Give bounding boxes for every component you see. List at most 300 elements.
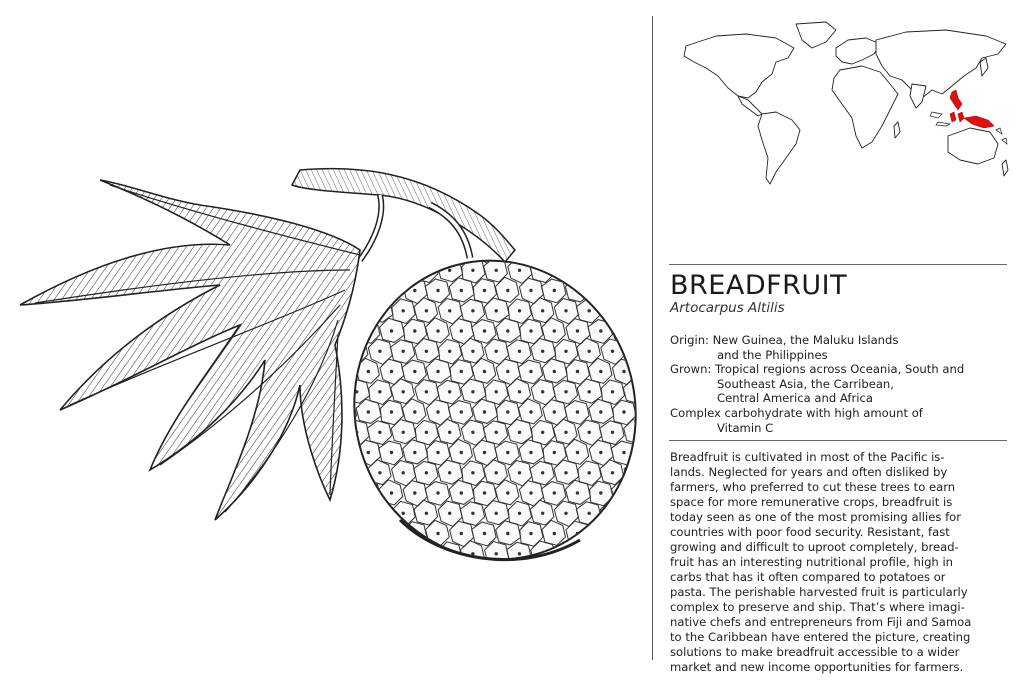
fruit-skin-cell	[530, 664, 555, 683]
fruit-skin-dot	[367, 654, 369, 656]
fruit-skin-dot	[379, 472, 381, 474]
fruit-skin-cell	[402, 601, 426, 626]
fruit-skin-dot	[483, 573, 485, 575]
fruit-skin-dot	[379, 634, 381, 636]
fruit-skin-dot	[611, 674, 613, 676]
fruit-skin-cell	[624, 663, 648, 683]
fruit-skin-cell	[438, 663, 463, 683]
description-line: countries with poor food security. Resistant, fast	[670, 525, 950, 539]
fruit-skin-dot	[646, 249, 648, 251]
fruit-skin-dot	[344, 573, 346, 575]
fruit-skin-dot	[635, 553, 637, 555]
fruit-skin-cell	[623, 581, 647, 606]
fruit-skin-cell	[356, 602, 381, 626]
fruit-skin-dot	[553, 613, 555, 615]
fruit-skin-cell	[437, 583, 462, 607]
fruit-skin-dot	[518, 350, 520, 352]
fruit-skin-dot	[507, 289, 509, 291]
fruit-skin-dot	[483, 492, 485, 494]
fruit-skin-dot	[507, 370, 509, 372]
fruit-skin-dot	[576, 654, 578, 656]
fruit-skin-dot	[553, 289, 555, 291]
description-line: fruit has an interesting nutritional profile, high in	[670, 555, 954, 569]
fruit-skin-cell	[380, 562, 404, 588]
fruit-skin-dot	[623, 573, 625, 575]
fruit-skin-dot	[344, 613, 346, 615]
fruit-skin-dot	[635, 593, 637, 595]
fruit-skin-dot	[542, 634, 544, 636]
fruit-skin-cell	[646, 664, 650, 683]
fruit-skin-cell	[565, 603, 590, 627]
fruit-skin-dot	[437, 573, 439, 575]
fruit-skin-dot	[414, 330, 416, 332]
fruit-skin-cell	[648, 623, 650, 648]
grown-line: Central America and Africa	[717, 391, 873, 406]
fruit-skin-dot	[542, 431, 544, 433]
fruit-skin-dot	[623, 451, 625, 453]
fruit-skin-dot	[425, 472, 427, 474]
fruit-skin-cell	[403, 642, 428, 666]
fruit-skin-dot	[449, 634, 451, 636]
fruit-skin-dot	[507, 330, 509, 332]
fruit-skin-cell	[611, 644, 636, 668]
fruit-skin-dot	[530, 451, 532, 453]
fruit-skin-dot	[379, 512, 381, 514]
fruit-skin-cell	[554, 663, 579, 683]
fruit-skin-dot	[576, 249, 578, 251]
fruit-skin-dot	[367, 492, 369, 494]
fruit-skin-dot	[425, 431, 427, 433]
fruit-skin-dot	[635, 634, 637, 636]
fruit-skin-dot	[518, 634, 520, 636]
fruit-skin-dot	[460, 654, 462, 656]
fruit-skin-dot	[472, 512, 474, 514]
fruit-skin-dot	[344, 532, 346, 534]
fruit-skin-dot	[495, 674, 497, 676]
fruit-skin-cell	[600, 257, 624, 282]
fruit-skin-cell	[625, 299, 648, 324]
fruit-skin-dot	[588, 593, 590, 595]
fruit-skin-cell	[625, 501, 648, 526]
fruit-skin-dot	[565, 472, 567, 474]
fruit-skin-dot	[611, 472, 613, 474]
fruit-skin-dot	[414, 492, 416, 494]
fruit-skin-dot	[472, 391, 474, 393]
fruit-skin-dot	[460, 370, 462, 372]
fruit-skin-dot	[437, 370, 439, 372]
fruit-skin-dot	[472, 310, 474, 312]
fruit-skin-dot	[646, 613, 648, 615]
fruit-skin-dot	[483, 451, 485, 453]
fruit-skin-dot	[611, 512, 613, 514]
fruit-skin-cell	[635, 399, 650, 424]
fruit-skin-dot	[646, 289, 648, 291]
fruit-skin-dot	[635, 472, 637, 474]
nutrition-line: Complex carbohydrate with high amount of	[670, 405, 923, 420]
fruit-skin-cell	[368, 542, 392, 567]
japan	[980, 58, 988, 76]
fruit-skin-dot	[402, 674, 404, 676]
fruit-skin-cell	[636, 278, 650, 304]
fruit-skin-dot	[507, 532, 509, 534]
fruit-skin-dot	[576, 613, 578, 615]
fruit-skin-cell	[612, 521, 637, 545]
fruit-skin-cell	[519, 237, 544, 261]
fruit-skin-cell	[415, 582, 439, 607]
fruit-skin-dot	[367, 613, 369, 615]
fruit-skin-dot	[530, 330, 532, 332]
section-divider-top	[669, 264, 1007, 265]
fruit-skin-dot	[449, 593, 451, 595]
fruit-skin-dot	[495, 391, 497, 393]
fruit-skin-dot	[600, 654, 602, 656]
fruit-skin-dot	[483, 330, 485, 332]
fruit-skin-cell	[588, 522, 613, 546]
fruit-skin-dot	[414, 289, 416, 291]
fruit-skin-dot	[495, 512, 497, 514]
fruit-skin-cell	[623, 542, 648, 566]
fruit-skin-dot	[414, 370, 416, 372]
fruit-skin-dot	[483, 249, 485, 251]
fruit-skin-dot	[623, 492, 625, 494]
fruit-skin-dot	[460, 330, 462, 332]
description-paragraph	[670, 450, 1010, 675]
fruit-skin-dot	[402, 553, 404, 555]
fruit-skin-dot	[600, 613, 602, 615]
fruit-skin-dot	[588, 512, 590, 514]
fruit-skin-dot	[425, 634, 427, 636]
new-zealand	[1002, 160, 1008, 176]
fruit-skin-dot	[495, 593, 497, 595]
fruit-skin-dot	[611, 553, 613, 555]
india	[910, 84, 926, 108]
south-america	[758, 112, 800, 184]
fruit-skin-dot	[460, 289, 462, 291]
fruit-skin-cell	[392, 663, 416, 683]
fruit-skin-dot	[390, 370, 392, 372]
fruit-skin-dot	[402, 472, 404, 474]
fruit-skin-dot	[379, 310, 381, 312]
fruit-skin-dot	[565, 634, 567, 636]
fruit-skin-dot	[553, 654, 555, 656]
fruit-skin-cell	[367, 623, 392, 647]
fruit-skin-dot	[542, 391, 544, 393]
fruit-skin-dot	[623, 289, 625, 291]
fruit-skin-dot	[483, 370, 485, 372]
fruit-skin-cell	[356, 561, 380, 586]
fruit-skin-dot	[518, 472, 520, 474]
fruit-skin-dot	[495, 310, 497, 312]
fruit-skin-dot	[507, 411, 509, 413]
fruit-skin-dot	[623, 654, 625, 656]
fruit-skin-dot	[600, 492, 602, 494]
fruit-skin-cell	[648, 420, 650, 445]
fruit-skin-dot	[356, 593, 358, 595]
fruit-skin-cell	[542, 561, 567, 585]
fruit-skin-dot	[542, 350, 544, 352]
fruit-skin-dot	[356, 350, 358, 352]
fruit-skin-dot	[600, 289, 602, 291]
fruit-skin-dot	[437, 654, 439, 656]
fruit-skin-cell	[345, 623, 369, 648]
fruit-skin-cell	[532, 623, 555, 648]
fruit-skin-cell	[345, 582, 370, 606]
fruit-skin-dot	[472, 431, 474, 433]
fruit-skin-dot	[472, 350, 474, 352]
description-line: native chefs and entrepreneurs from Fiji and Samoa	[670, 615, 972, 629]
fruit-skin-cell	[636, 319, 650, 344]
fruit-skin-cell	[554, 622, 578, 647]
fruit-skin-cell	[332, 603, 357, 627]
fruit-skin-dot	[402, 593, 404, 595]
fruit-skin-dot	[495, 634, 497, 636]
fruit-skin-dot	[495, 269, 497, 271]
fruit-skin-dot	[542, 593, 544, 595]
sulawesi-highlight	[950, 112, 956, 122]
fruit-skin-dot	[635, 674, 637, 676]
fruit-skin-dot	[472, 634, 474, 636]
fruit-skin-cell	[473, 602, 498, 626]
fruit-skin-cell	[357, 643, 381, 669]
fruit-skin-dot	[472, 472, 474, 474]
fruit-skin-dot	[623, 411, 625, 413]
fruit-skin-dot	[530, 654, 532, 656]
fruit-skin-cell	[344, 502, 369, 526]
fruit-skin-cell	[485, 582, 508, 607]
fruit-skin-dot	[623, 249, 625, 251]
page-title: BREADFRUIT	[670, 270, 848, 301]
fruit-skin-cell	[391, 581, 415, 606]
fruit-skin-cell	[449, 642, 473, 667]
fruit-skin-dot	[565, 593, 567, 595]
fruit-skin-dot	[565, 310, 567, 312]
fruit-skin-cell	[344, 541, 368, 566]
fruit-skin-dot	[449, 674, 451, 676]
fruit-skin-dot	[518, 269, 520, 271]
fruit-skin-dot	[379, 553, 381, 555]
fruit-skin-dot	[472, 269, 474, 271]
fruit-skin-dot	[565, 269, 567, 271]
fruit-skin-dot	[367, 370, 369, 372]
origin-highlight	[950, 90, 994, 128]
greenland	[796, 22, 836, 48]
fruit-skin-dot	[588, 674, 590, 676]
fruit-skin-cell	[368, 501, 393, 525]
fruit-skin-dot	[530, 532, 532, 534]
description-line: space for more remunerative crops, breadfruit is	[670, 495, 953, 509]
fruit-skin-dot	[565, 674, 567, 676]
fruit-skin-cell	[448, 603, 473, 627]
fruit-skin-dot	[600, 249, 602, 251]
fruit-skin-dot	[565, 350, 567, 352]
central-america	[738, 96, 762, 116]
fruit-skin-cell	[647, 339, 650, 363]
fruit-skin-cell	[368, 662, 392, 683]
fruit-skin-dot	[425, 310, 427, 312]
fruit-skin-cell	[578, 258, 601, 283]
fruit-skin-dot	[646, 654, 648, 656]
fruit-skin-dot	[414, 411, 416, 413]
fruit-skin-dot	[483, 613, 485, 615]
fruit-skin-cell	[531, 582, 555, 607]
fruit-skin-dot	[437, 330, 439, 332]
fruit-skin-dot	[449, 472, 451, 474]
fruit-skin-dot	[402, 391, 404, 393]
fruit-skin-cell	[636, 481, 650, 507]
fruit-skin-dot	[576, 370, 578, 372]
fruit-skin-cell	[624, 622, 649, 646]
fruit-skin-cell	[519, 642, 544, 666]
fruit-skin-cell	[391, 622, 416, 646]
fruit-skin-dot	[402, 350, 404, 352]
fruit-skin-dot	[553, 411, 555, 413]
fruit-skin-cell	[414, 664, 439, 683]
description-line: today seen as one of the most promising allies for	[670, 510, 962, 524]
fruit-skin-cell	[484, 662, 508, 683]
fruit-skin-dot	[472, 674, 474, 676]
australia	[948, 128, 998, 164]
fruit-skin-dot	[449, 269, 451, 271]
fruit-skin-cell	[635, 601, 650, 626]
fruit-skin-cell	[612, 277, 636, 302]
fruit-skin-dot	[588, 310, 590, 312]
fruit-skin-cell	[647, 298, 651, 323]
fruit-skin-dot	[414, 249, 416, 251]
fruit-skin-dot	[518, 512, 520, 514]
fruit-skin-dot	[344, 492, 346, 494]
fruit-skin-cell	[333, 480, 358, 504]
fruit-skin-dot	[460, 573, 462, 575]
fruit-skin-dot	[402, 512, 404, 514]
fruit-skin-dot	[623, 613, 625, 615]
fruit-skin-dot	[542, 512, 544, 514]
fruit-skin-cell	[415, 623, 438, 648]
fruit-skin-dot	[600, 573, 602, 575]
fruit-skin-dot	[646, 411, 648, 413]
description-line: growing and difficult to uproot completely, bread-	[670, 540, 959, 554]
fruit-skin-dot	[518, 310, 520, 312]
new-guinea-highlight	[964, 116, 994, 128]
fruit-skin-dot	[379, 350, 381, 352]
fruit-skin-dot	[344, 370, 346, 372]
fruit-skin-dot	[576, 573, 578, 575]
fruit-skin-dot	[379, 593, 381, 595]
fruit-skin-dot	[367, 330, 369, 332]
fruit-skin-cell	[437, 622, 461, 647]
fruit-skin-cell	[462, 663, 485, 683]
description-line: complex to preserve and ship. That’s where imagi-	[670, 600, 965, 614]
fruit-skin-dot	[390, 411, 392, 413]
fruit-skin-dot	[344, 654, 346, 656]
fruit-skin-cell	[635, 237, 650, 261]
fruit-skin-dot	[530, 289, 532, 291]
fruit-skin-cell	[553, 583, 578, 607]
fruit-skin-dot	[379, 674, 381, 676]
fruit-skin-cell	[427, 238, 450, 263]
africa	[832, 66, 898, 148]
fruit-skin-dot	[367, 411, 369, 413]
fruit-skin-cell	[543, 602, 567, 628]
fruit-skin-cell	[390, 542, 415, 566]
fruit-skin-dot	[483, 411, 485, 413]
fruit-skin-cell	[380, 603, 403, 628]
origin-line: Origin: New Guinea, the Maluku Islands	[670, 333, 899, 347]
fruit-skin-dot	[553, 330, 555, 332]
fruit-skin-dot	[460, 532, 462, 534]
fruit-skin-dot	[460, 411, 462, 413]
fruit-skin-cell	[450, 562, 473, 587]
fruit-skin-dot	[495, 472, 497, 474]
fruit-skin-dot	[449, 350, 451, 352]
fruit-skin-dot	[483, 654, 485, 656]
fruit-skin-cell	[634, 563, 650, 587]
fruit-skin-dot	[576, 330, 578, 332]
fruit-skin-dot	[623, 370, 625, 372]
fruit-skin-cell	[647, 541, 650, 565]
fruit-skin-dot	[414, 573, 416, 575]
vertical-divider	[652, 16, 653, 660]
fruit-skin-dot	[635, 269, 637, 271]
fruit-skin-dot	[588, 634, 590, 636]
fruit-skin-dot	[542, 472, 544, 474]
fruit-skin-dot	[449, 310, 451, 312]
fruit-skin-dot	[437, 613, 439, 615]
description-line: solutions to make breadfruit accessible to a wider	[670, 645, 960, 659]
fruit-skin-cell	[589, 238, 613, 264]
fruit-skin-dot	[646, 451, 648, 453]
world-map	[676, 18, 1011, 190]
fruit-skin-dot	[611, 269, 613, 271]
fruit-skin-dot	[588, 553, 590, 555]
fruit-skin-dot	[472, 593, 474, 595]
fruit-skin-dot	[553, 532, 555, 534]
fruit-skin-dot	[437, 411, 439, 413]
fruit-skin-dot	[460, 249, 462, 251]
fruit-skin-cell	[635, 440, 650, 464]
fruit-skin-dot	[390, 249, 392, 251]
fruit-skin-cell	[461, 582, 486, 606]
fruit-skin-cell	[368, 257, 392, 282]
north-america	[684, 34, 794, 98]
fruit-skin-cell	[495, 644, 520, 668]
fruit-skin-cell	[612, 562, 636, 588]
fruit-skin-cell	[497, 603, 520, 628]
latin-name: Artocarpus Altilis	[670, 300, 785, 316]
grown-line: Southeast Asia, the Carribean,	[717, 376, 894, 391]
fruit-skin-cell	[635, 642, 650, 666]
fruit-skin-dot	[611, 350, 613, 352]
fruit-skin-dot	[472, 553, 474, 555]
fruit-skin-cell	[624, 258, 648, 283]
fruit-skin-dot	[507, 573, 509, 575]
fruit-skin-dot	[356, 634, 358, 636]
fruit-skin-cell	[472, 561, 496, 586]
fruit-skin-dot	[507, 492, 509, 494]
description-line: carbs that has it often compared to potatoes or	[670, 570, 946, 584]
fruit-skin-dot	[565, 391, 567, 393]
fruit-skin-cell	[647, 582, 650, 607]
fruit-skin-dot	[507, 654, 509, 656]
fruit-skin-dot	[553, 573, 555, 575]
fruit-skin-dot	[356, 472, 358, 474]
fruit-skin-dot	[600, 330, 602, 332]
fruit-skin-cell	[473, 643, 497, 669]
fruit-skin-dot	[390, 289, 392, 291]
fruit-skin-cell	[483, 623, 508, 647]
fruit-skin-dot	[390, 532, 392, 534]
fruit-skin-dot	[390, 613, 392, 615]
fruit-skin-cell	[590, 279, 613, 304]
